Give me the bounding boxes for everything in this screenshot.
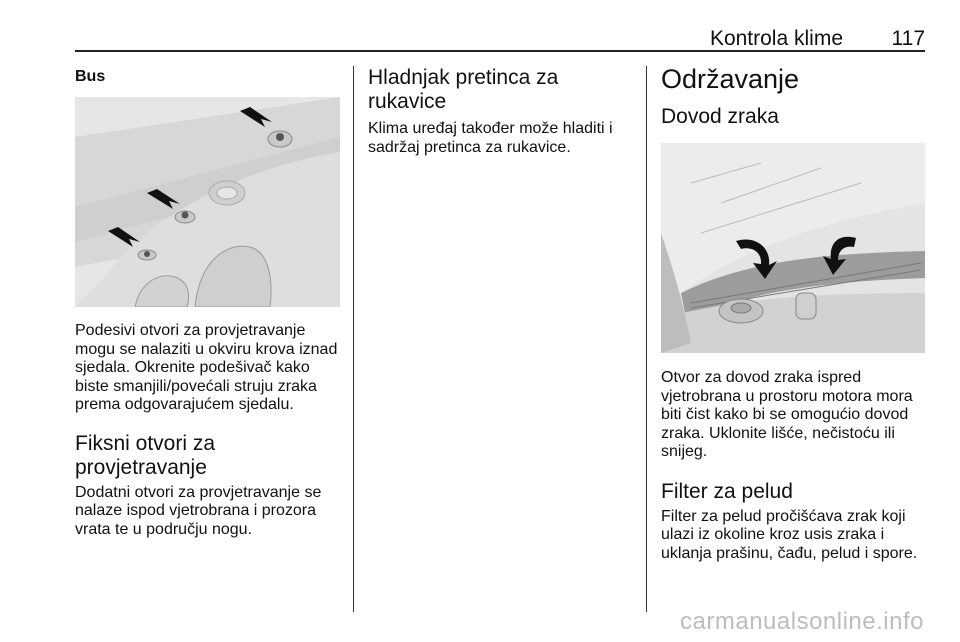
paragraph-fixed-vents: Dodatni otvori za provjetravanje se nalaze ispod vjetrobrana i prozora vrata te u području nogu. xyxy=(75,483,322,538)
paragraph-adjustable-vents: Podesivi otvori za provjetravanje mogu se nalaziti u okviru krova iznad sjedala. Okrenite podešivač kako biste smanjili/povećali struju zraka prema odgovarajućem sjedalu. xyxy=(75,322,338,413)
header-title: Kontrola klime xyxy=(709,27,843,50)
heading-air-intake: Dovod zraka xyxy=(661,105,779,128)
figure-roof-vents xyxy=(75,97,340,307)
page-header xyxy=(75,0,925,52)
air-intake-illustration xyxy=(661,143,925,353)
label-bus: Bus xyxy=(75,68,106,85)
column-divider-2 xyxy=(646,66,647,612)
heading-pollen-filter: Filter za pelud xyxy=(661,479,793,503)
header-rule xyxy=(75,50,925,52)
paragraph-pollen-filter: Filter za pelud pročišćava zrak koji ulazi iz okoline kroz usis zraka i uklanja prašinu, čađu, pelud i spore. xyxy=(661,507,918,562)
paragraph-glovebox-cooling: Klima uređaj također može hladiti i sadržaj pretinca za rukavice. xyxy=(368,120,613,156)
page-number: 117 xyxy=(891,27,925,50)
heading-glovebox-cooling: Hladnjak pretinca za rukavice xyxy=(368,66,559,113)
paragraph-air-intake: Otvor za dovod zraka ispred vjetrobrana u prostoru motora mora biti čist kako bi se omogućio dovod zraka. Uklonite lišće, nečistoću ili snijeg. xyxy=(661,369,913,460)
column-1 xyxy=(75,64,340,539)
watermark: carmanualsonline.info xyxy=(680,608,924,635)
heading-maintenance: Održavanje xyxy=(661,64,800,94)
roof-vents-illustration xyxy=(75,97,340,307)
column-divider-1 xyxy=(353,66,354,612)
column-3 xyxy=(661,64,925,563)
figure-air-intake xyxy=(661,143,925,353)
column-2 xyxy=(368,64,630,157)
heading-fixed-vents: Fiksni otvori za provjetravanje xyxy=(75,431,216,479)
